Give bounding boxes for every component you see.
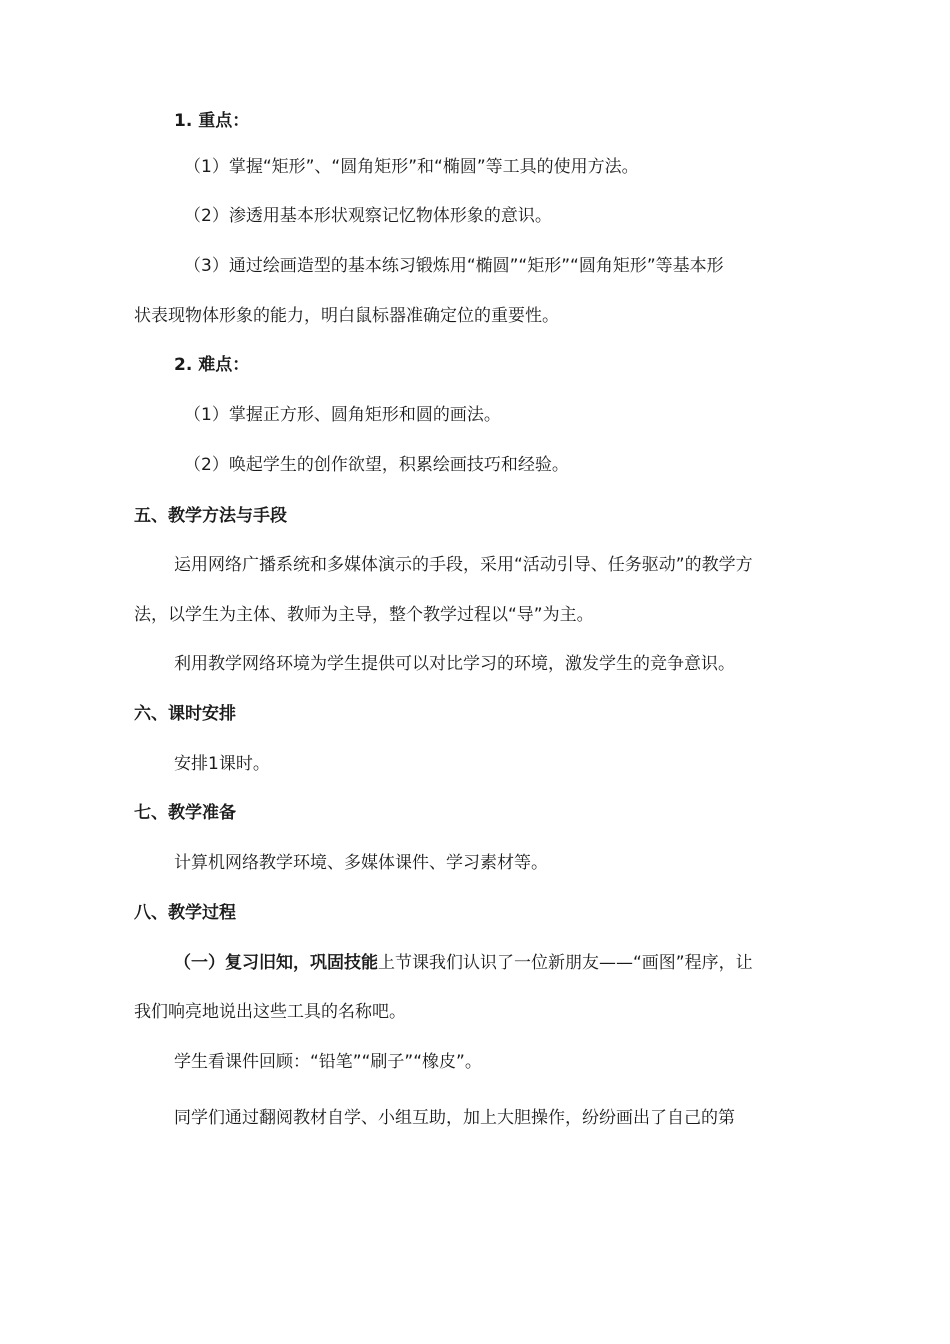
section8-subsection-line2: 我们响亮地说出这些工具的名称吧。 [134, 1002, 406, 1022]
section8-title: 八、教学过程 [134, 903, 236, 923]
key-point-item-2: （2）渗透用基本形状观察记忆物体形象的意识。 [184, 206, 552, 226]
difficulty-item-1: （1）掌握正方形、圆角矩形和圆的画法。 [184, 405, 501, 425]
section6-title: 六、课时安排 [134, 704, 236, 724]
section8-paragraph2: 学生看课件回顾：“铅笔”“刷子”“橡皮”。 [174, 1052, 482, 1072]
subsection-text: 上节课我们认识了一位新朋友——“画图”程序，让 [378, 953, 753, 973]
key-points-heading [174, 108, 249, 134]
difficulties-label: 难点： [198, 355, 250, 375]
key-points-label: 重点： [198, 111, 250, 131]
key-point-item-3: （3）通过绘画造型的基本练习锻炼用“椭圆”“矩形”“圆角矩形”等基本形 [184, 256, 724, 276]
section7-paragraph: 计算机网络教学环境、多媒体课件、学习素材等。 [174, 853, 548, 873]
section8-paragraph3: 同学们通过翻阅教材自学、小组互助，加上大胆操作，纷纷画出了自己的第 [174, 1108, 735, 1128]
difficulties-number: 2. [174, 355, 193, 375]
subsection-heading: （一）复习旧知，巩固技能 [174, 953, 378, 973]
section7-title: 七、教学准备 [134, 803, 236, 823]
section5-paragraph1-line1: 运用网络广播系统和多媒体演示的手段，采用“活动引导、任务驱动”的教学方 [174, 555, 753, 575]
section6-paragraph: 安排1课时。 [174, 754, 270, 774]
section8-subsection-line1 [174, 950, 753, 976]
section5-paragraph1-line2: 法，以学生为主体、教师为主导，整个教学过程以“导”为主。 [134, 605, 594, 625]
difficulties-heading [174, 352, 249, 378]
section5-title: 五、教学方法与手段 [134, 506, 287, 526]
key-points-number: 1. [174, 111, 193, 131]
section5-paragraph2: 利用教学网络环境为学生提供可以对比学习的环境，激发学生的竞争意识。 [174, 654, 735, 674]
key-point-item-1: （1）掌握“矩形”、“圆角矩形”和“椭圆”等工具的使用方法。 [184, 157, 639, 177]
key-point-item-3-cont: 状表现物体形象的能力，明白鼠标器准确定位的重要性。 [134, 306, 559, 326]
difficulty-item-2: （2）唤起学生的创作欲望，积累绘画技巧和经验。 [184, 455, 569, 475]
